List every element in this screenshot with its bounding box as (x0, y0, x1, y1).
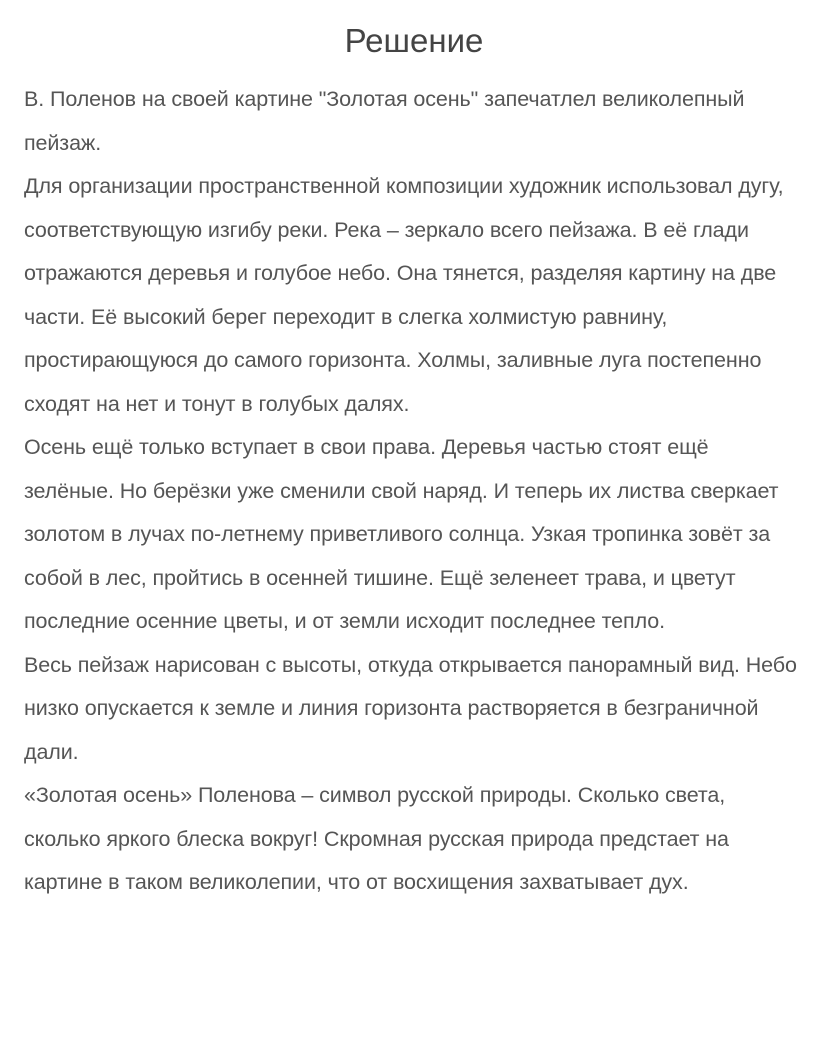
paragraph-3: Осень ещё только вступает в свои права. Деревья частью стоят ещё зелёные. Но берёзки уже сменили свой наряд. И теперь их листва сверкает золотом в лучах по-летнему приветливого солнца. Узкая тропинка зовёт за собой в лес, пройтись в осенней тишине. Ещё зеленеет трава, и цветут последние осенние цветы, и от земли исходит последнее тепло. (24, 435, 779, 633)
page-title: Решение (344, 22, 484, 59)
solution-text (24, 78, 804, 905)
paragraph-1: В. Поленов на своей картине "Золотая осень" запечатлел великолепный пейзаж. (24, 87, 745, 155)
paragraph-2: Для организации пространственной композиции художник использовал дугу, соответствующую изгибу реки. Река – зеркало всего пейзажа. В её глади отражаются деревья и голубое небо. Она тянется, разделяя картину на две части. Её высокий берег переходит в слегка холмистую равнину, простирающуюся до самого горизонта. Холмы, заливные луга постепенно сходят на нет и тонут в голубых далях. (24, 174, 784, 416)
paragraph-4: Весь пейзаж нарисован с высоты, откуда открывается панорамный вид. Небо низко опускается к земле и линия горизонта растворяется в безграничной дали. (24, 652, 797, 764)
paragraph-5: «Золотая осень» Поленова – символ русской природы. Сколько света, сколько яркого блеска вокруг! Скромная русская природа предстает на картине в таком великолепии, что от восхищения захватывает дух. (24, 783, 729, 894)
